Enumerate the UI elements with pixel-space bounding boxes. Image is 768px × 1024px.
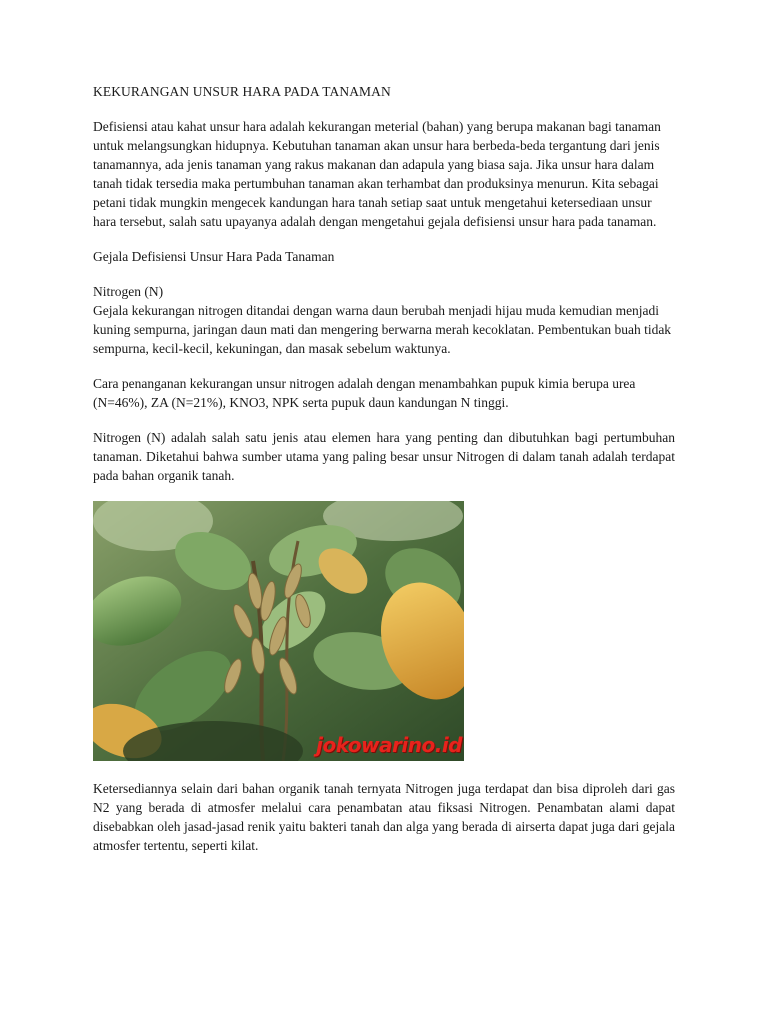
section-heading: Gejala Defisiensi Unsur Hara Pada Tanaman — [93, 249, 335, 264]
intro-paragraph: Defisiensi atau kahat unsur hara adalah kekurangan meterial (bahan) yang berupa makanan bagi tanaman untuk melangsungkan hidupnya. Kebutuhan tanaman akan unsur hara berbeda-beda tergantung dari jenis tanamannya, ada jenis tanaman yang rakus makanan dan adapula yang biasa saja. Jika unsur hara dalam tanah tidak tersedia maka pertumbuhan tanaman akan terhambat dan produksinya menurun. Kita sebagai petani tidak mungkin mengecek kandungan hara tanah setiap saat untuk mengetahui ketersediaan unsur hara tersebut, salah satu upayanya adalah dengan mengetahui gejala defisiensi unsur hara pada tanaman. — [93, 119, 661, 229]
document-title: KEKURANGAN UNSUR HARA PADA TANAMAN — [93, 84, 391, 99]
soybean-plant-photo — [93, 501, 464, 761]
nitrogen-treatment-paragraph: Cara penanganan kekurangan unsur nitrogen adalah dengan menambahkan pupuk kimia berupa urea (N=46%), ZA (N=21%), KNO3, NPK serta pupuk daun kandungan N tinggi. — [93, 376, 636, 410]
plant-photo-illustration — [93, 501, 464, 761]
nitrogen-symptoms-paragraph: Gejala kekurangan nitrogen ditandai dengan warna daun berubah menjadi hijau muda kemudian menjadi kuning sempurna, jaringan daun mati dan mengering berwarna merah kecoklatan. Pembentukan buah tidak sempurna, kecil-kecil, kekuningan, dan masak sebelum waktunya. — [93, 303, 672, 356]
nitrogen-subheading: Nitrogen (N) — [93, 284, 164, 299]
document-page — [93, 82, 675, 871]
nitrogen-about-paragraph: Nitrogen (N) adalah salah satu jenis atau elemen hara yang penting dan dibutuhkan bagi pertumbuhan tanaman. Diketahui bahwa sumber utama yang paling besar unsur Nitrogen di dalam tanah adalah terdapat pada bahan organik tanah. — [93, 430, 675, 483]
nitrogen-availability-paragraph: Ketersediannya selain dari bahan organik tanah ternyata Nitrogen juga terdapat dan bisa diproleh dari gas N2 yang berada di atmosfer melalui cara penambatan atau fiksasi Nitrogen. Penambatan alami dapat disebabkan oleh jasad-jasad renik yaitu bakteri tanah dan alga yang berada di airserta dapat juga dari gejala atmosfer tertentu, seperti kilat. — [93, 781, 675, 853]
photo-watermark: jokowarino.id — [316, 733, 462, 757]
